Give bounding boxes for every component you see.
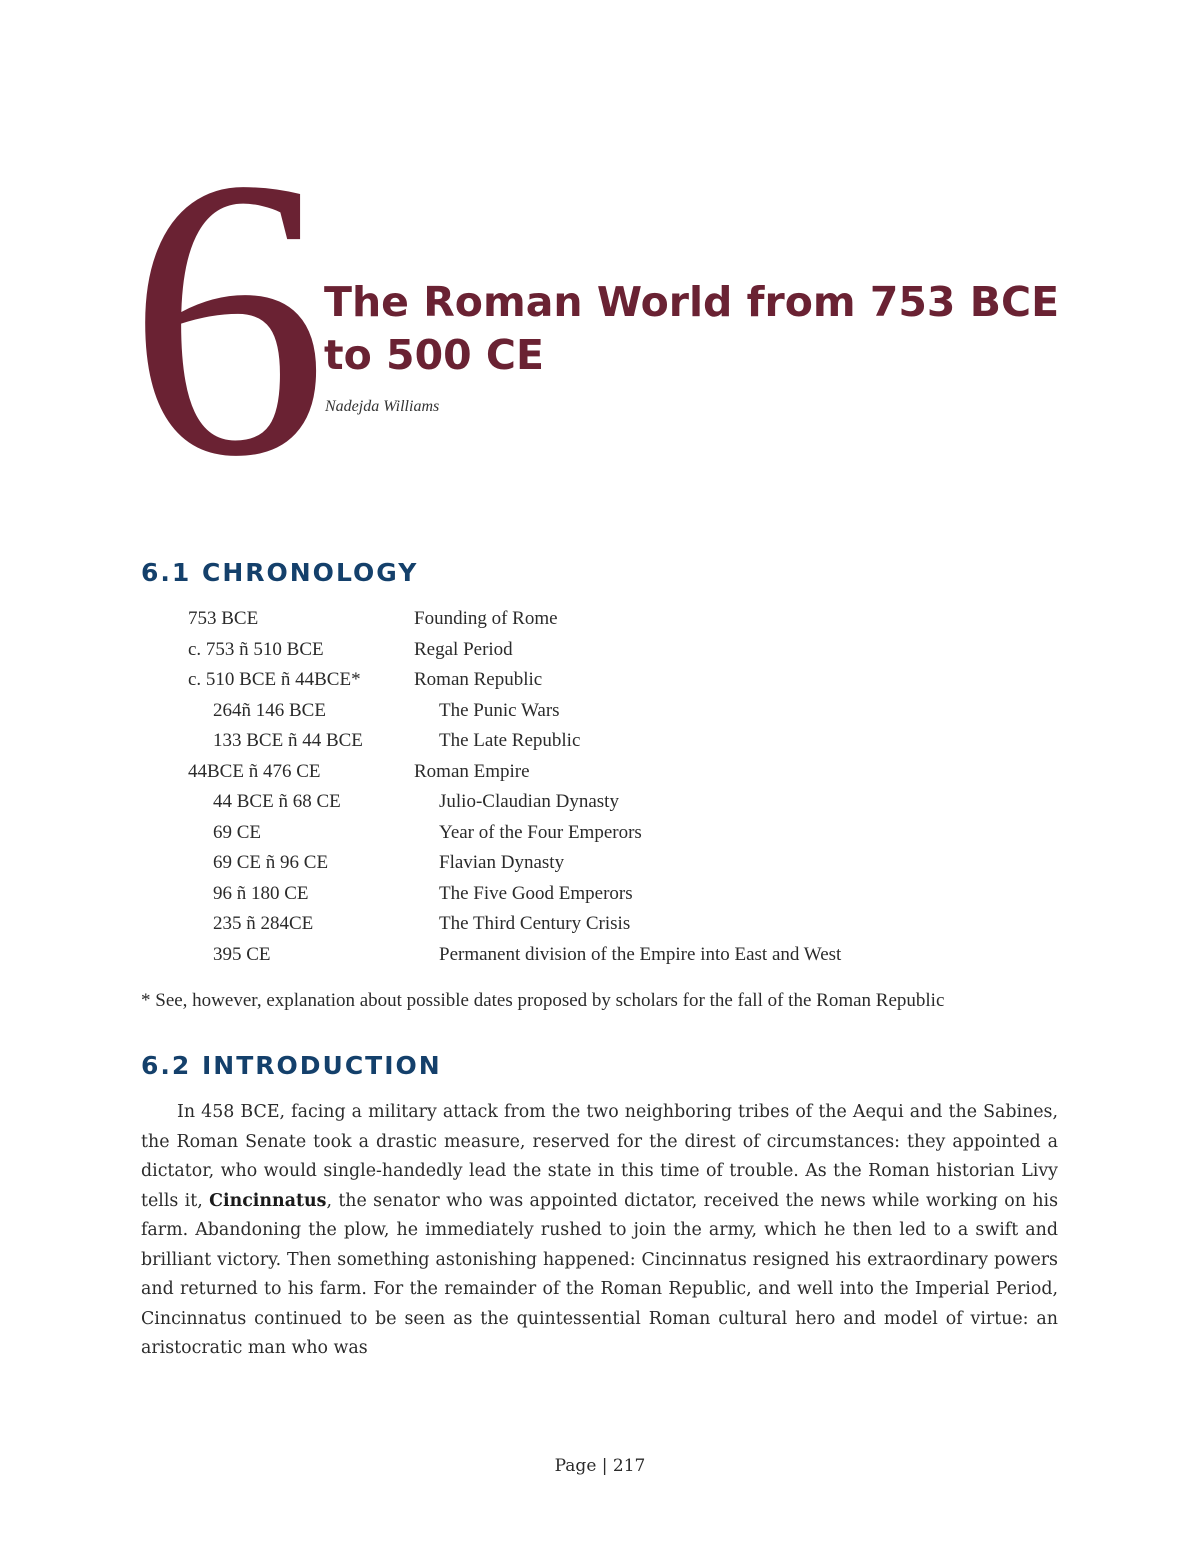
chronology-date: 96 ñ 180 CE xyxy=(213,882,309,904)
chronology-row xyxy=(188,635,841,666)
chronology-row xyxy=(188,726,841,757)
chronology-event: Julio-Claudian Dynasty xyxy=(439,791,619,813)
chronology-event: The Five Good Emperors xyxy=(439,882,633,904)
chronology-table-body xyxy=(188,604,841,970)
chapter-author: Nadejda Williams xyxy=(325,398,440,415)
chronology-footnote: * See, however, explanation about possible dates proposed by scholars for the fall of the Roman Republic xyxy=(141,990,945,1011)
chronology-date: 133 BCE ñ 44 BCE xyxy=(213,730,363,752)
chronology-row xyxy=(188,879,841,910)
chronology-event: Roman Empire xyxy=(414,760,530,782)
chronology-date: c. 510 BCE ñ 44BCE* xyxy=(188,669,361,691)
chronology-date: 69 CE xyxy=(213,821,262,843)
intro-bold-term: Cincinnatus xyxy=(209,1190,327,1211)
chronology-event: Permanent division of the Empire into East and West xyxy=(439,943,842,965)
chronology-event: The Punic Wars xyxy=(439,699,560,721)
chronology-event: Roman Republic xyxy=(414,669,543,691)
chronology-date: 44 BCE ñ 68 CE xyxy=(213,791,341,813)
chronology-row xyxy=(188,696,841,727)
section-heading-chronology: 6.1 CHRONOLOGY xyxy=(141,558,419,587)
chronology-date: 753 BCE xyxy=(188,608,259,630)
chronology-date: 395 CE xyxy=(213,943,271,965)
chronology-event: Regal Period xyxy=(414,638,513,660)
chronology-event: Flavian Dynasty xyxy=(439,852,565,874)
chronology-row xyxy=(188,818,841,849)
page-number: Page | 217 xyxy=(554,1456,646,1476)
chapter-number: 6 xyxy=(128,96,328,539)
chronology-table xyxy=(188,604,841,970)
chronology-date: 235 ñ 284CE xyxy=(213,913,314,935)
chronology-row xyxy=(188,909,841,940)
chronology-event: The Third Century Crisis xyxy=(439,913,631,935)
chronology-event: The Late Republic xyxy=(439,730,581,752)
intro-text-part-1: In 458 BCE, facing a military attack from the two neighboring tribes of the Aequi and the Sabines, the Roman Senate took a drastic measure, reserved for the direst of circumstances: they appointed a dictator, who would single-handedly lead the state in this time of trouble. As the Roman historian Livy tells it, xyxy=(141,1102,1058,1211)
chronology-event: Year of the Four Emperors xyxy=(439,821,642,843)
chronology-date: c. 753 ñ 510 BCE xyxy=(188,638,324,660)
chronology-row xyxy=(188,787,841,818)
chronology-date: 69 CE ñ 96 CE xyxy=(213,852,329,874)
chronology-row xyxy=(188,848,841,879)
chronology-row xyxy=(188,757,841,788)
section-heading-introduction: 6.2 INTRODUCTION xyxy=(141,1051,442,1080)
chronology-row xyxy=(188,604,841,635)
chronology-row xyxy=(188,940,841,971)
intro-text-part-2: , the senator who was appointed dictator, received the news while working on his farm. Abandoning the plow, he immediately rushed to join the army, which he then led to a swift and brilliant victory. Then something astonishing happened: Cincinnatus resigned his extraordinary powers and returned to his farm. For the remainder of the Roman Republic, and well into the Imperial Period, Cincinnatus continued to be seen as the quintessential Roman cultural hero and model of virtue: an aristocratic man who was xyxy=(141,1190,1058,1358)
chronology-date: 264ñ 146 BCE xyxy=(213,699,326,721)
chronology-event: Founding of Rome xyxy=(414,608,558,630)
chronology-row xyxy=(188,665,841,696)
introduction-paragraph xyxy=(141,1098,1058,1364)
chronology-date: 44BCE ñ 476 CE xyxy=(188,760,321,782)
chapter-title: The Roman World from 753 BCE to 500 CE xyxy=(324,278,1060,379)
